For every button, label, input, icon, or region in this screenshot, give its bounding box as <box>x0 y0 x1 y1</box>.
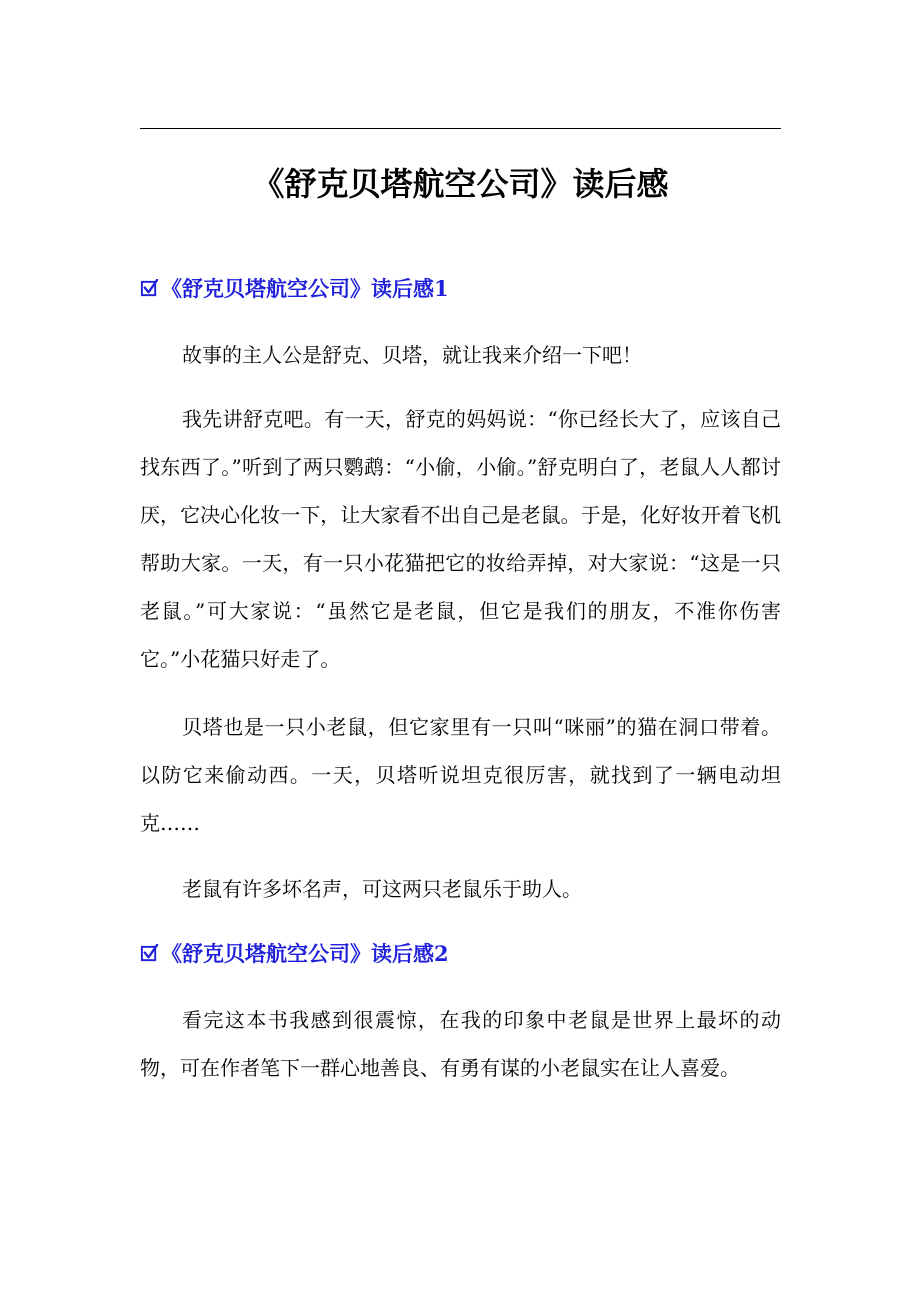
section-heading-2-text: 《舒克贝塔航空公司》读后感2 <box>161 941 449 966</box>
section-heading-2 <box>140 938 781 970</box>
paragraph: 故事的主人公是舒克、贝塔，就让我来介绍一下吧！ <box>182 343 642 367</box>
checkbox-checked-icon <box>140 944 159 963</box>
section-heading-1 <box>140 273 781 305</box>
paragraph: 我先讲舒克吧。有一天，舒克的妈妈说：“你已经长大了，应该自己找东西了。”听到了两只鹦鹉：“小偷，小偷。”舒克明白了，老鼠人人都讨厌，它决心化妆一下，让大家看不出自己是老鼠。于是，化好妆开着飞机帮助大家。一天，有一只小花猫把它的妆给弄掉，对大家说：“这是一只老鼠。”可大家说：“虽然它是老鼠，但它是我们的朋友，不准你伤害它。”小花猫只好走了。 <box>140 407 781 671</box>
paragraph: 贝塔也是一只小老鼠，但它家里有一只叫“咪丽”的猫在洞口带着。以防它来偷动西。一天，贝塔听说坦克很厉害，就找到了一辆电动坦克…… <box>140 715 781 835</box>
checkbox-checked-icon <box>140 279 159 298</box>
section-heading-1-text: 《舒克贝塔航空公司》读后感1 <box>161 276 449 301</box>
header-rule <box>140 128 781 129</box>
document-title: 《舒克贝塔航空公司》读后感 <box>252 165 669 203</box>
paragraph: 看完这本书我感到很震惊，在我的印象中老鼠是世界上最坏的动物，可在作者笔下一群心地善良、有勇有谋的小老鼠实在让人喜爱。 <box>140 1008 781 1080</box>
paragraph: 老鼠有许多坏名声，可这两只老鼠乐于助人。 <box>182 877 582 901</box>
